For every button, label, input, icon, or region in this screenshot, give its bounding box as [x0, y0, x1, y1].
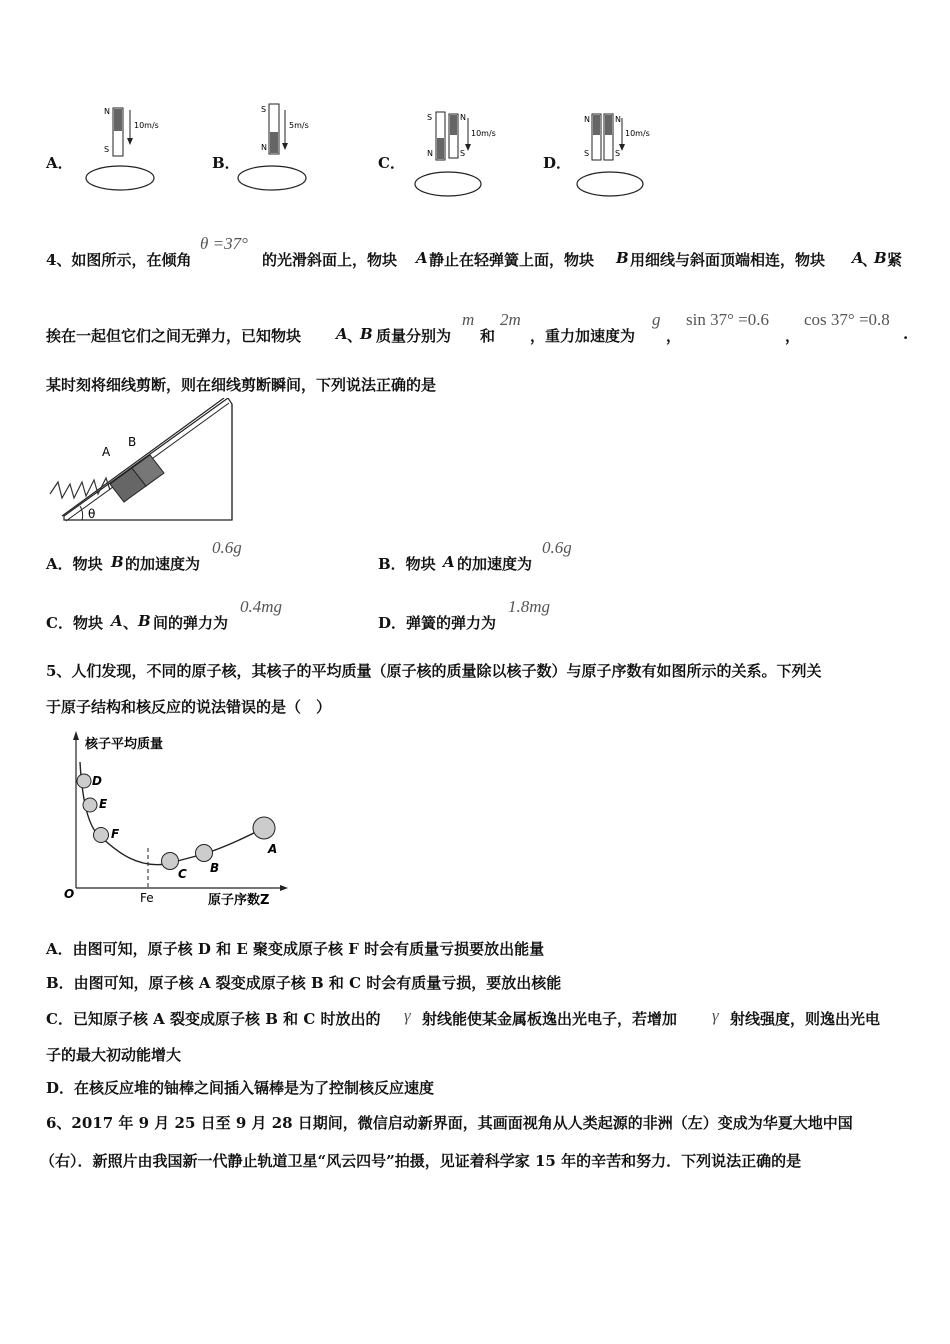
q4-line3: 某时刻将细线剪断，则在细线剪断瞬间，下列说法正确的是	[46, 376, 437, 394]
svg-text:S: S	[460, 149, 466, 158]
svg-text:N: N	[104, 107, 110, 116]
point-d	[77, 774, 91, 788]
x-axis-label: 原子序数Z	[208, 893, 270, 908]
magnet-figure	[80, 100, 170, 195]
mass-2m: 2m	[500, 310, 521, 329]
svg-text:S: S	[427, 113, 433, 122]
q4-option-a-value: 0.6g	[212, 538, 242, 557]
q5-option-c-part1: C．已知原子核 A 裂变成原子核 B 和 C 时放出的	[46, 1010, 381, 1028]
q6-line2: （右）．新照片由我国新一代静止轨道卫星“风云四号”拍摄，见证着科学家 15 年的辛苦和努力．下列说法正确的是	[40, 1152, 802, 1170]
svg-text:N: N	[584, 115, 590, 124]
q4-option-b-text: B．物块	[378, 555, 436, 573]
q5-option-a: A．由图可知，原子核 D 和 E 聚变成原子核 F 时会有质量亏损要放出能量	[46, 940, 545, 958]
block-a-label: A	[443, 553, 455, 571]
option-label: A．	[46, 154, 73, 172]
magnet-figure	[410, 100, 510, 200]
q4-option-a-text: 的加速度为	[125, 555, 201, 573]
q5-option-b: B．由图可知，原子核 A 裂变成原子核 B 和 C 时会有质量亏损，要放出核能	[46, 974, 562, 992]
option-label: B．	[212, 154, 240, 172]
q4-option-c-value: 0.4mg	[240, 597, 283, 616]
svg-text:10m/s: 10m/s	[471, 129, 496, 138]
point-b	[196, 845, 213, 862]
q4-comma: ，	[666, 327, 682, 345]
svg-text:A: A	[268, 842, 278, 856]
block-a-label: A	[852, 249, 864, 267]
svg-text:10m/s: 10m/s	[625, 129, 650, 138]
svg-text:B: B	[128, 435, 137, 449]
q4-line2-c: 质量分别为	[376, 327, 452, 345]
svg-text:S: S	[584, 149, 590, 158]
block-a-label: A	[416, 249, 428, 267]
origin-label: O	[64, 887, 75, 901]
q5-option-d: D．在核反应堆的铀棒之间插入镉棒是为了控制核反应速度	[46, 1079, 435, 1097]
svg-text:10m/s: 10m/s	[134, 121, 159, 130]
theta-expression: θ =37°	[200, 234, 248, 253]
gamma-symbol: γ	[404, 1006, 411, 1025]
magnet-figure	[232, 100, 322, 195]
svg-text:A: A	[102, 445, 111, 459]
point-e	[83, 798, 97, 812]
incline-figure	[44, 398, 244, 528]
svg-text:B: B	[210, 861, 220, 875]
q4-line2-d: ，重力加速度为	[530, 327, 636, 345]
block-a-label: A	[336, 325, 348, 343]
q6-line1: 6、2017 年 9 月 25 日至 9 月 28 日期间，微信启动新界面，其画面视角从人类起源的非洲（左）变成为华夏大地中国	[46, 1114, 853, 1132]
q4-comma: ，	[785, 327, 801, 345]
option-label: D．	[543, 154, 572, 172]
q5-line1: 5、人们发现，不同的原子核，其核子的平均质量（原子核的质量除以核子数）与原子序数有如图所示的关系。下列关	[46, 662, 822, 680]
q4-period: .	[903, 325, 909, 343]
svg-text:F: F	[111, 827, 120, 841]
block-a-label: A	[111, 612, 123, 630]
block-b-label: B	[138, 612, 151, 630]
y-axis-label: 核子平均质量	[85, 737, 164, 752]
svg-text:N: N	[460, 113, 466, 122]
block-b-label: B	[111, 553, 124, 571]
q4-line2-a: 挨在一起但它们之间无弹力，已知物块	[46, 327, 302, 345]
q4-line1-a: 4、如图所示，在倾角	[46, 251, 192, 269]
svg-text:C: C	[178, 867, 187, 881]
q4-line1-d: 用细线与斜面顶端相连，物块	[630, 251, 826, 269]
q4-option-b-value: 0.6g	[542, 538, 572, 557]
svg-text:5m/s: 5m/s	[289, 121, 309, 130]
q4-option-c-sep: 、	[123, 614, 139, 632]
svg-text:N: N	[427, 149, 433, 158]
q4-option-d-text: D．弹簧的弹力为	[378, 614, 497, 632]
q5-option-c-part3: 射线强度，则逸出光电	[730, 1010, 881, 1028]
q4-line1-b: 的光滑斜面上，物块	[262, 251, 398, 269]
svg-text:E: E	[99, 797, 108, 811]
curve	[80, 762, 264, 865]
q5-option-c-part2: 射线能使某金属板逸出光电子，若增加	[422, 1010, 678, 1028]
svg-text:D: D	[92, 774, 102, 788]
q4-line1-c: 静止在轻弹簧上面，物块	[429, 251, 595, 269]
q4-option-b-text: 的加速度为	[457, 555, 533, 573]
q4-option-d-value: 1.8mg	[508, 597, 551, 616]
block-b-label: B	[616, 249, 629, 267]
q4-option-c-text: C．物块	[46, 614, 103, 632]
fe-label: Fe	[140, 891, 154, 905]
svg-text:N: N	[261, 143, 267, 152]
block-b-label: B	[874, 249, 887, 267]
q5-line2: 于原子结构和核反应的说法错误的是（ ）	[46, 698, 332, 716]
svg-text:S: S	[104, 145, 110, 154]
option-label: C．	[378, 154, 405, 172]
point-f	[94, 828, 109, 843]
q4-and: 和	[480, 327, 496, 345]
point-c	[162, 853, 179, 870]
q4-separator: 、	[862, 251, 878, 269]
svg-text:S: S	[615, 149, 621, 158]
nucleon-mass-chart	[58, 728, 298, 913]
gravity-g: g	[652, 310, 661, 329]
q4-option-c-text: 间的弹力为	[153, 614, 229, 632]
gamma-symbol: γ	[712, 1006, 719, 1025]
q4-option-a-text: A．物块	[46, 555, 103, 573]
block-b-label: B	[360, 325, 373, 343]
cos-expression: cos 37° =0.8	[804, 310, 890, 329]
sin-expression: sin 37° =0.6	[686, 310, 769, 329]
svg-text:N: N	[615, 115, 621, 124]
q4-line1-f: 紧	[887, 251, 903, 269]
svg-text:S: S	[261, 105, 267, 114]
q5-option-c-line2: 子的最大初动能增大	[46, 1046, 182, 1064]
mass-m: m	[462, 310, 475, 329]
point-a	[253, 817, 275, 839]
svg-text:θ: θ	[88, 507, 96, 521]
magnet-figure	[572, 100, 672, 200]
q4-separator: 、	[347, 327, 363, 345]
